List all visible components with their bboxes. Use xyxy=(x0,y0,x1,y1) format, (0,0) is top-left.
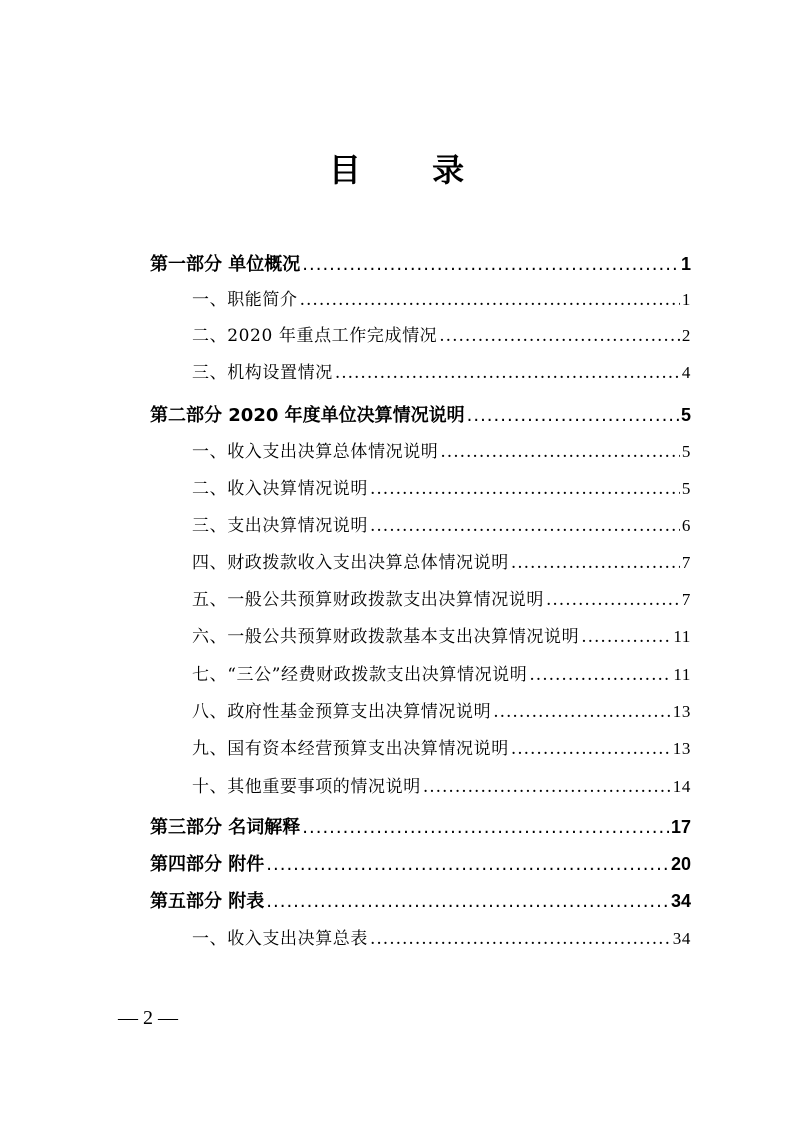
toc-entry-label: 二、收入决算情况说明 xyxy=(192,479,368,499)
toc-entry[interactable] xyxy=(192,358,691,388)
dot-leader xyxy=(440,437,679,467)
toc-entry-label: 三、支出决算情况说明 xyxy=(192,516,368,536)
toc-entry-page: 13 xyxy=(672,702,691,721)
toc-entry[interactable] xyxy=(192,285,691,315)
toc-entry[interactable] xyxy=(192,772,691,802)
toc-entry[interactable] xyxy=(192,924,691,954)
toc-entry-label: 一、职能简介 xyxy=(192,290,298,310)
dot-leader xyxy=(370,511,680,541)
toc-entry-page: 7 xyxy=(681,553,691,572)
toc-entry-page: 34 xyxy=(670,891,691,911)
toc-entry[interactable] xyxy=(192,622,691,652)
toc-entry-label: 二、2020 年重点工作完成情况 xyxy=(192,326,438,346)
toc-entry-page: 1 xyxy=(680,254,691,274)
toc-entry-label: 五、一般公共预算财政拨款支出决算情况说明 xyxy=(192,590,544,610)
toc-entry[interactable] xyxy=(192,585,691,615)
dot-leader xyxy=(529,660,671,690)
toc-entry-part-3[interactable] xyxy=(150,812,691,842)
dot-leader xyxy=(300,285,680,315)
dot-leader xyxy=(335,358,680,388)
toc-entry-page: 5 xyxy=(681,479,691,498)
toc-entry-part-2[interactable] xyxy=(150,400,691,430)
toc-entry-label: 第五部分 附表 xyxy=(150,891,265,912)
toc-entry-label: 第三部分 名词解释 xyxy=(150,817,301,838)
toc-entry-page: 17 xyxy=(670,817,691,837)
dot-leader xyxy=(423,772,671,802)
toc-entry-label: 八、政府性基金预算支出决算情况说明 xyxy=(192,702,492,722)
toc-entry[interactable] xyxy=(192,660,691,690)
toc-entry-label: 第一部分 单位概况 xyxy=(150,254,301,275)
toc-entry[interactable] xyxy=(192,437,691,467)
toc-entry-label: 十、其他重要事项的情况说明 xyxy=(192,777,421,797)
toc-entry[interactable] xyxy=(192,474,691,504)
dot-leader xyxy=(266,850,669,880)
toc-entry-label: 四、财政拨款收入支出决算总体情况说明 xyxy=(192,553,509,573)
toc-entry-label: 第四部分 附件 xyxy=(150,854,265,875)
dot-leader xyxy=(370,924,671,954)
toc-title: 目 录 xyxy=(328,151,495,189)
toc-entry-page: 1 xyxy=(681,290,691,309)
dot-leader xyxy=(546,585,680,615)
toc-entry-page: 34 xyxy=(672,929,691,948)
toc-entry-page: 11 xyxy=(673,665,691,684)
dot-leader xyxy=(581,622,671,652)
toc-entry-label: 第二部分 2020 年度单位决算情况说明 xyxy=(150,405,465,426)
toc-entry-page: 7 xyxy=(681,590,691,609)
toc-entry-part-5[interactable] xyxy=(150,886,691,916)
dot-leader xyxy=(467,401,679,431)
toc-entry-label: 三、机构设置情况 xyxy=(192,363,333,383)
toc-entry-page: 5 xyxy=(680,405,691,425)
dot-leader xyxy=(302,813,669,843)
toc-entry-page: 2 xyxy=(681,326,691,345)
dot-leader xyxy=(439,321,680,351)
toc-entry-page: 14 xyxy=(672,777,691,796)
dot-leader xyxy=(511,548,680,578)
toc-entry-page: 5 xyxy=(681,442,691,461)
toc-entry-part-1[interactable] xyxy=(150,249,691,279)
toc-entry-label: 一、收入支出决算总体情况说明 xyxy=(192,442,439,462)
toc-entry-label: 九、国有资本经营预算支出决算情况说明 xyxy=(192,739,509,759)
dot-leader xyxy=(370,474,680,504)
dot-leader xyxy=(266,887,669,917)
toc-entry[interactable] xyxy=(192,511,691,541)
toc-entry[interactable] xyxy=(192,697,691,727)
toc-entry-label: 六、一般公共预算财政拨款基本支出决算情况说明 xyxy=(192,627,580,647)
toc-entry-part-4[interactable] xyxy=(150,849,691,879)
dot-leader xyxy=(302,250,679,280)
toc-entry-label: 一、收入支出决算总表 xyxy=(192,929,368,949)
toc-entry-page: 20 xyxy=(670,854,691,874)
toc-entry-label: 七、“三公”经费财政拨款支出决算情况说明 xyxy=(192,665,528,685)
dot-leader xyxy=(511,734,671,764)
toc-entry-page: 11 xyxy=(673,627,691,646)
toc-entry-page: 4 xyxy=(681,363,691,382)
page-number: — 2 — xyxy=(118,1007,178,1029)
toc-entry[interactable] xyxy=(192,321,691,351)
toc-entry-page: 13 xyxy=(672,739,691,758)
dot-leader xyxy=(493,697,671,727)
toc-entry-page: 6 xyxy=(681,516,691,535)
toc-entry[interactable] xyxy=(192,548,691,578)
toc-entry[interactable] xyxy=(192,734,691,764)
